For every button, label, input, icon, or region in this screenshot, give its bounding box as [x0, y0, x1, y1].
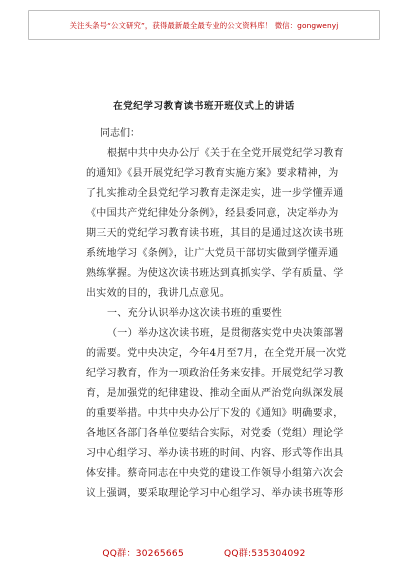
- document-body: [86, 118, 348, 504]
- paragraph-line: 熟练掌握。为使这次读书班达到真抓实学、学有质量、学: [86, 268, 344, 279]
- top-banner: [28, 10, 380, 40]
- salutation: 同志们：: [100, 128, 140, 139]
- paragraph-line: （一）举办这次读书班，是贯彻落实党中央决策部署: [107, 328, 344, 339]
- paragraph-line: 习中心组学习、举办读书班的时间、内容、形式等作出具: [86, 448, 344, 459]
- paragraph-line: 体安排。蔡奇同志在中央党的建设工作领导小组第六次会: [86, 468, 344, 479]
- paragraph-line: 的需要。党中央决定，今年4月至7月，在全党开展一次党: [86, 348, 347, 359]
- qq-group-1: QQ群：30265665: [102, 549, 184, 559]
- paragraph-2: [86, 324, 348, 504]
- paragraph-line: 系统地学习《条例》，让广大党员干部切实做到学懂弄通: [86, 248, 339, 259]
- banner-text: 关注头条号“公文研究”，获得最新最全最专业的公文资料库！ 微信：gongwenyj: [69, 20, 339, 30]
- paragraph-line: 根据中共中央办公厅《关于在全党开展党纪学习教育: [107, 148, 344, 159]
- paragraph-line: 各地区各部门各单位要结合实际，对党委（党组）理论学: [86, 428, 344, 439]
- paragraph-line: 议上强调，要采取理论学习中心组学习、举办读书班等形: [86, 488, 344, 499]
- section-heading: 一、充分认识举办这次读书班的重要性: [107, 308, 283, 319]
- paragraph-line: 《中国共产党纪律处分条例》，经县委同意，决定举办为: [86, 208, 339, 219]
- paragraph-line: 期三天的党纪学习教育读书班，其目的是通过这次读书班: [86, 228, 344, 239]
- paragraph-line: 了扎实推动全县党纪学习教育走深走实，进一步学懂弄通: [86, 188, 344, 199]
- paragraph-line: 的重要举措。中共中央办公厅下发的《通知》明确要求，: [86, 408, 344, 419]
- paragraph-line: 的通知》《县开展党纪学习教育实施方案》要求精神，为: [86, 168, 339, 179]
- document-title: 在党纪学习教育读书班开班仪式上的讲话: [113, 101, 295, 112]
- paragraph-line: 纪学习教育，作为一项政治任务来安排。开展党纪学习教: [86, 368, 344, 379]
- qq-group-2: QQ群:535304092: [223, 549, 306, 559]
- paragraph-1: [86, 144, 348, 304]
- paragraph-line: 育，是加强党的纪律建设、推动全面从严治党向纵深发展: [86, 388, 344, 399]
- paragraph-line: 出实效的目的，我讲几点意见。: [86, 288, 231, 299]
- footer: [0, 546, 408, 559]
